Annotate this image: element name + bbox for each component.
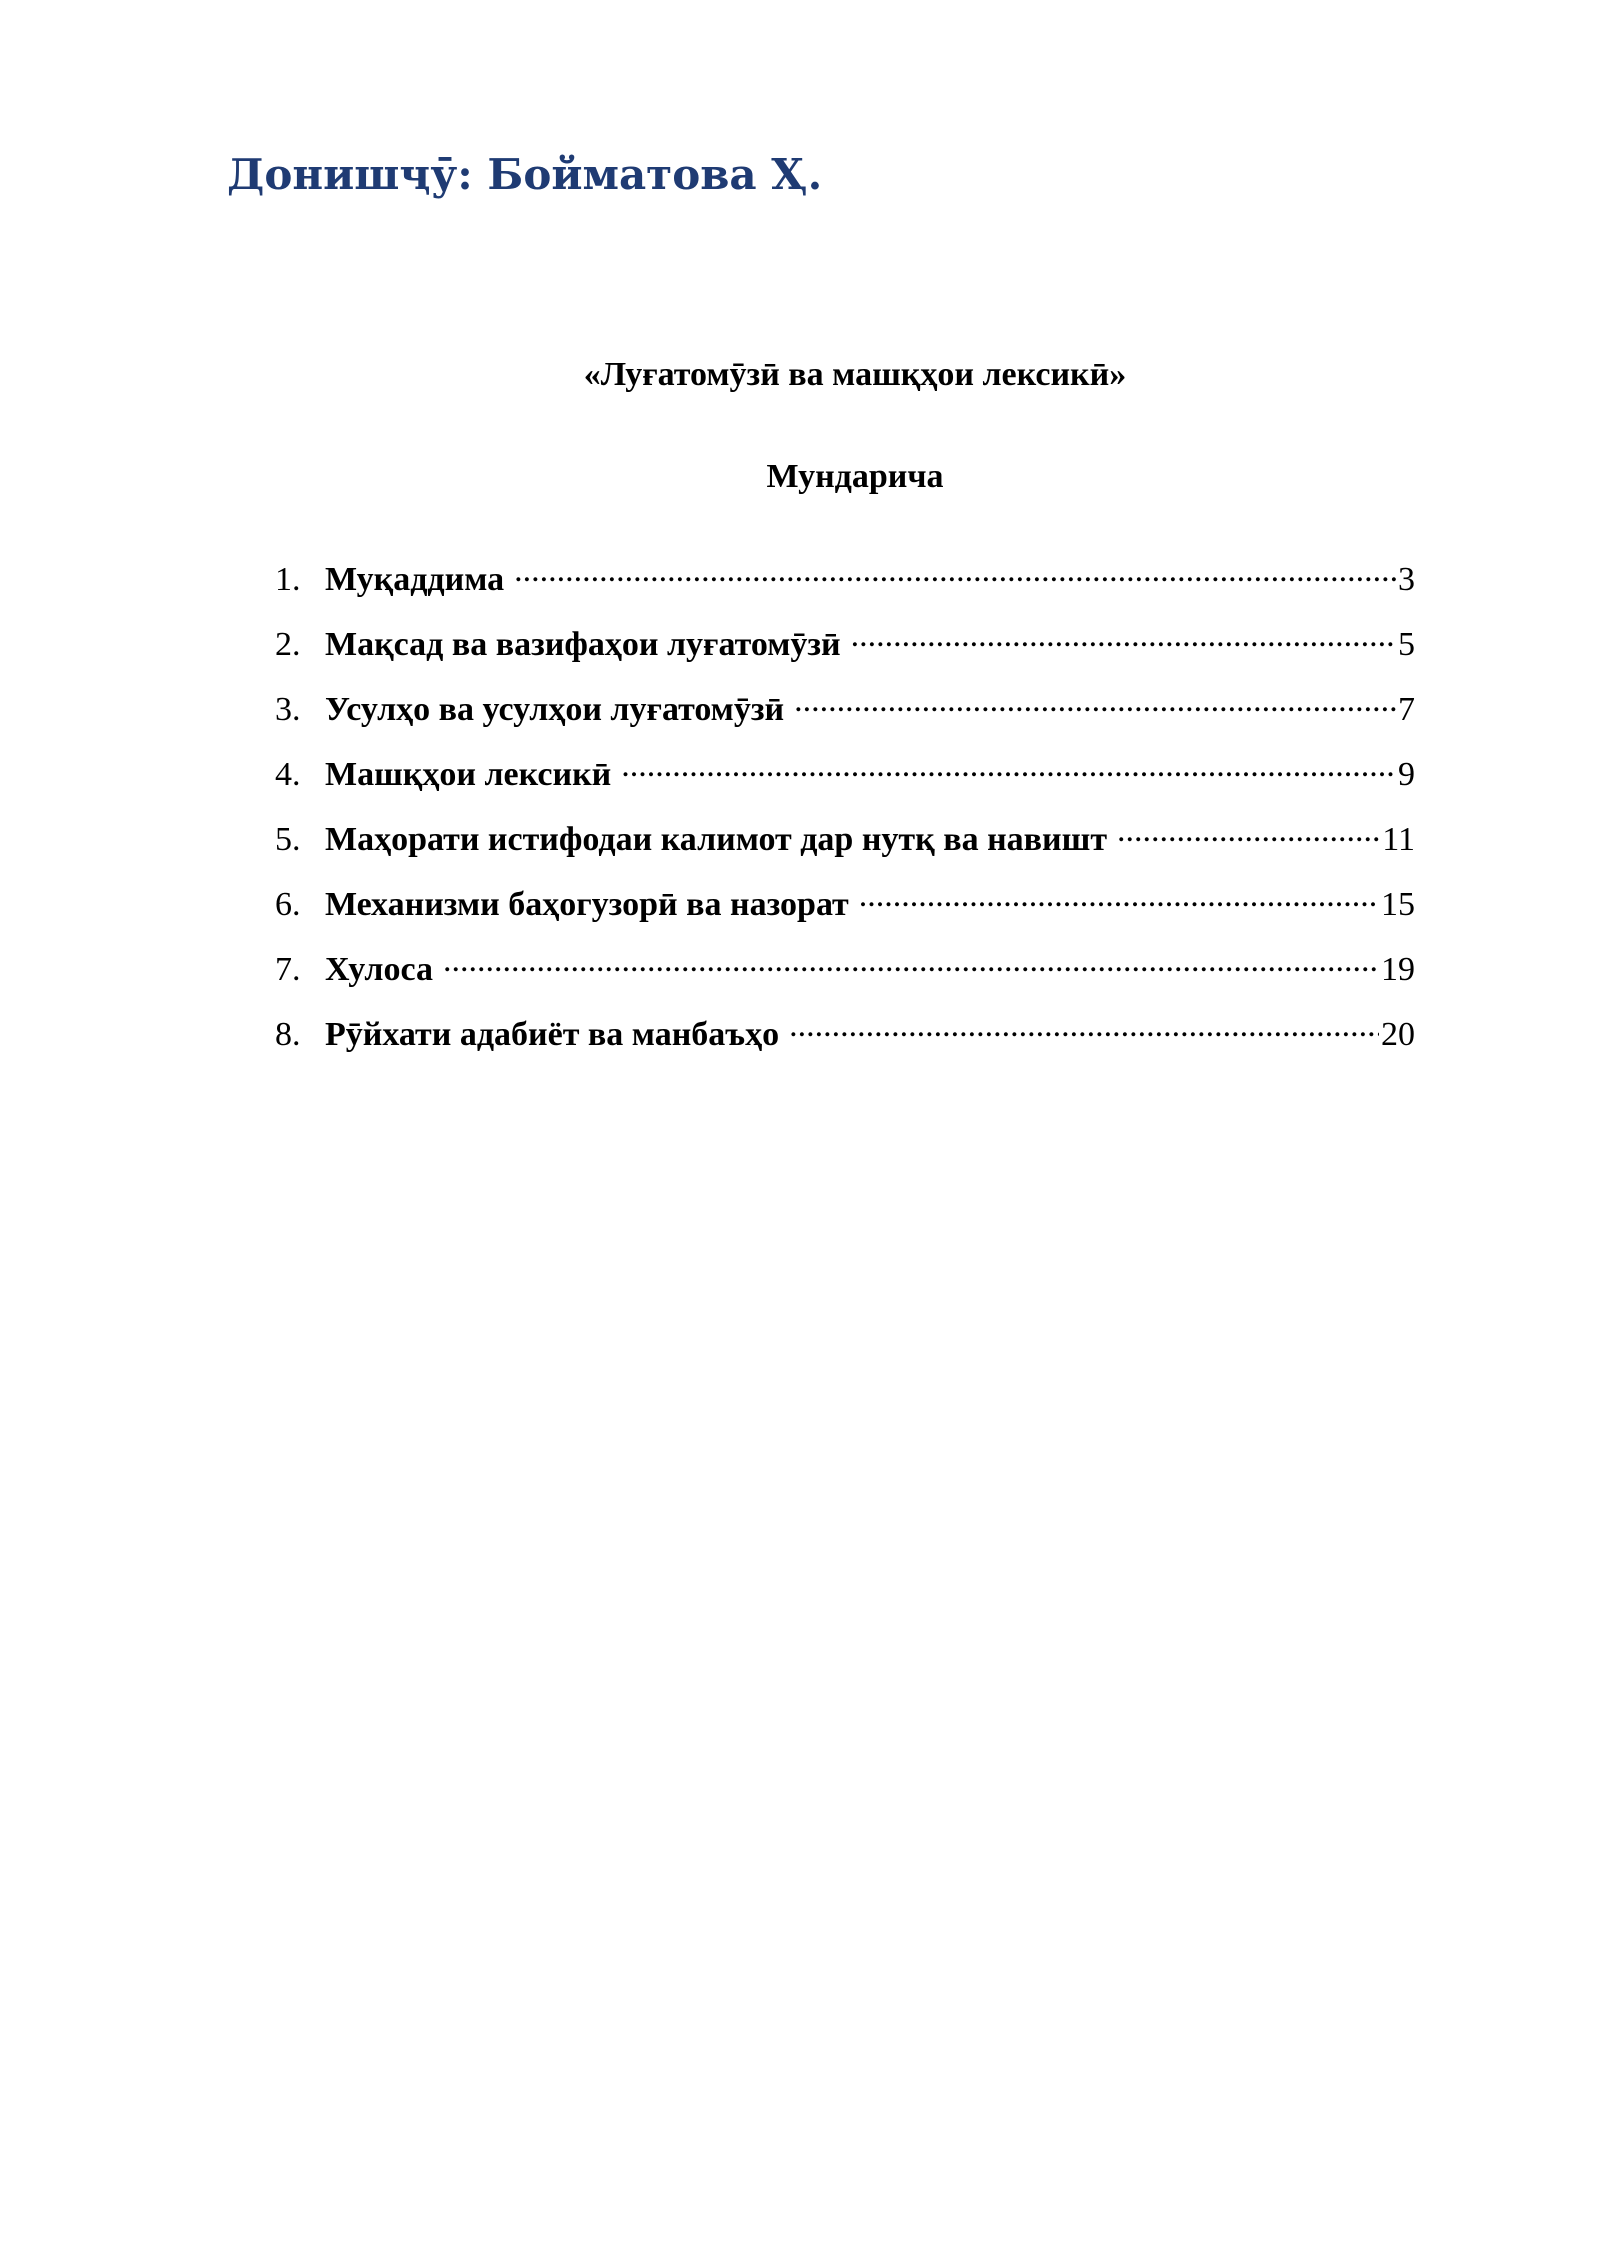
toc-dot-leader [794, 686, 1396, 720]
toc-item-goals [275, 621, 1415, 686]
toc-item-page: 11 [1382, 821, 1415, 858]
toc-item-assessment [275, 881, 1415, 946]
table-of-contents [275, 556, 1415, 1076]
toc-item-introduction [275, 556, 1415, 621]
toc-item-number: 1. [275, 561, 301, 598]
toc-item-skills [275, 816, 1415, 881]
toc-item-number: 7. [275, 951, 301, 988]
toc-item-page: 7 [1398, 691, 1415, 728]
toc-item-label: Маҳорати истифодаи калимот дар нутқ ва навишт [325, 821, 1108, 858]
toc-item-number: 2. [275, 626, 301, 663]
toc-item-number: 6. [275, 886, 301, 923]
toc-dot-leader [1117, 816, 1380, 850]
toc-item-label: Машқҳои лексикӣ [325, 756, 612, 793]
toc-item-number: 5. [275, 821, 301, 858]
author-line: Донишҷӯ: Бойматова Ҳ. [227, 150, 823, 199]
toc-item-page: 5 [1398, 626, 1415, 663]
toc-item-label: Мақсад ва вазифаҳои луғатомӯзӣ [325, 626, 841, 663]
toc-item-label: Механизми баҳогузорӣ ва назорат [325, 886, 849, 923]
toc-item-page: 9 [1398, 756, 1415, 793]
toc-dot-leader [443, 946, 1379, 980]
toc-item-number: 8. [275, 1016, 301, 1053]
toc-dot-leader [851, 621, 1396, 655]
toc-item-conclusion [275, 946, 1415, 1011]
toc-item-page: 15 [1381, 886, 1415, 923]
toc-item-page: 19 [1381, 951, 1415, 988]
toc-dot-leader [859, 881, 1379, 915]
toc-item-page: 20 [1381, 1016, 1415, 1053]
toc-dot-leader [621, 751, 1396, 785]
toc-item-label: Хулоса [325, 951, 433, 988]
toc-dot-leader [789, 1011, 1379, 1045]
toc-item-label: Рӯйхати адабиёт ва манбаъҳо [325, 1016, 780, 1053]
toc-item-label: Муқаддима [325, 561, 505, 598]
toc-item-number: 3. [275, 691, 301, 728]
document-title: «Луғатомӯзӣ ва машқҳои лексикӣ» [583, 356, 1127, 393]
toc-item-references [275, 1011, 1415, 1076]
toc-item-exercises [275, 751, 1415, 816]
toc-heading: Мундарича [766, 458, 944, 495]
toc-item-methods [275, 686, 1415, 751]
toc-item-page: 3 [1398, 561, 1415, 598]
toc-item-number: 4. [275, 756, 301, 793]
toc-item-label: Усулҳо ва усулҳои луғатомӯзӣ [325, 691, 785, 728]
toc-dot-leader [514, 556, 1396, 590]
